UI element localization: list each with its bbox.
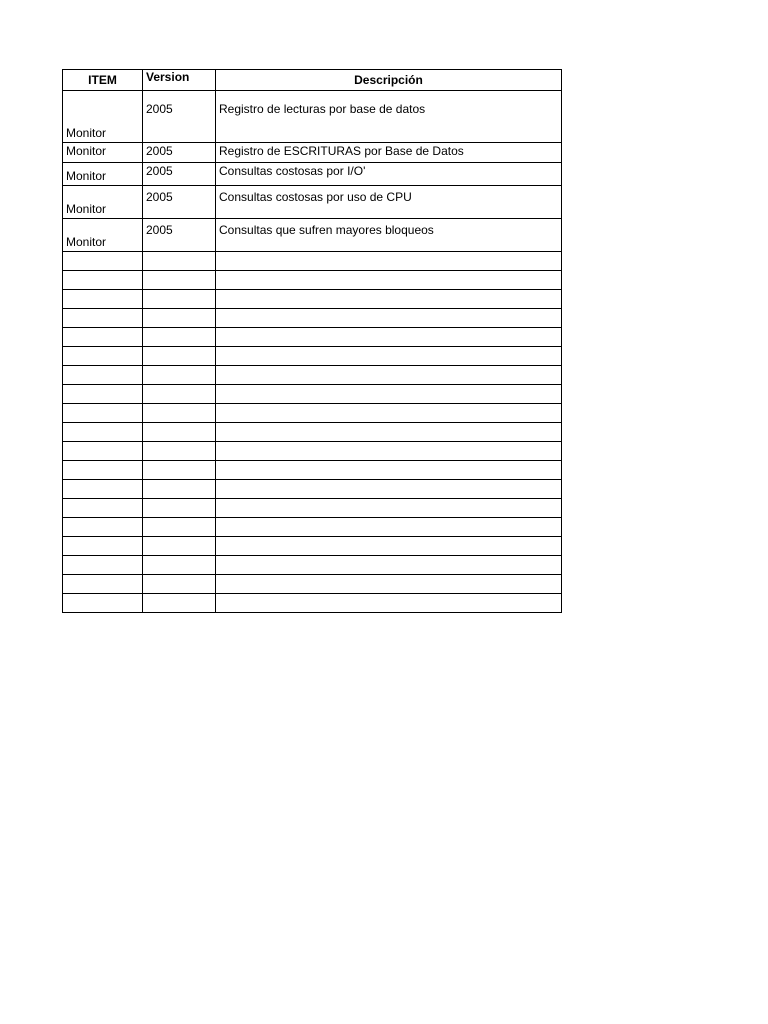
cell-item [63,442,143,461]
cell-version [143,271,216,290]
table-row [63,163,562,186]
empty-row [63,575,562,594]
cell-item [63,594,143,613]
header-version: Version [143,70,216,91]
cell-description [216,290,562,309]
cell-description [216,556,562,575]
cell-description [216,480,562,499]
cell-version: 2005 [143,91,216,143]
cell-item [63,575,143,594]
cell-description: Consultas costosas por I/O' [216,163,562,186]
empty-row [63,385,562,404]
table-row [63,219,562,252]
cell-item [63,271,143,290]
empty-row [63,309,562,328]
cell-version: 2005 [143,219,216,252]
empty-row [63,518,562,537]
header-row [63,70,562,91]
cell-item [63,423,143,442]
cell-version [143,461,216,480]
cell-version [143,328,216,347]
cell-version [143,347,216,366]
cell-item [63,537,143,556]
cell-description [216,252,562,271]
cell-item [63,499,143,518]
cell-description [216,575,562,594]
cell-item [63,404,143,423]
empty-row [63,404,562,423]
cell-version [143,309,216,328]
cell-description: Registro de lecturas por base de datos [216,91,562,143]
cell-description [216,366,562,385]
cell-version [143,252,216,271]
cell-description [216,385,562,404]
cell-item [63,328,143,347]
empty-row [63,461,562,480]
empty-row [63,347,562,366]
empty-row [63,537,562,556]
cell-description [216,404,562,423]
data-table [62,69,562,613]
header-description: Descripción [216,70,562,91]
cell-version [143,499,216,518]
cell-description [216,271,562,290]
empty-row [63,252,562,271]
empty-row [63,442,562,461]
empty-row [63,423,562,442]
cell-description [216,328,562,347]
cell-version [143,290,216,309]
cell-description [216,518,562,537]
cell-description [216,594,562,613]
cell-version: 2005 [143,186,216,219]
cell-description [216,537,562,556]
cell-description: Consultas que sufren mayores bloqueos [216,219,562,252]
cell-item [63,518,143,537]
cell-item [63,290,143,309]
cell-version [143,366,216,385]
empty-row [63,594,562,613]
cell-description: Consultas costosas por uso de CPU [216,186,562,219]
cell-version [143,423,216,442]
empty-row [63,328,562,347]
cell-item: Monitor [63,186,143,219]
cell-description: Registro de ESCRITURAS por Base de Datos [216,143,562,163]
cell-item [63,366,143,385]
cell-version [143,480,216,499]
cell-description [216,442,562,461]
cell-version [143,594,216,613]
cell-description [216,499,562,518]
table-row [63,91,562,143]
cell-item [63,309,143,328]
cell-item: Monitor [63,91,143,143]
table-row [63,143,562,163]
header-item: ITEM [63,70,143,91]
cell-item [63,556,143,575]
cell-version [143,385,216,404]
cell-version [143,404,216,423]
cell-item [63,480,143,499]
empty-row [63,556,562,575]
cell-version [143,556,216,575]
empty-row [63,480,562,499]
cell-description [216,347,562,366]
cell-item [63,461,143,480]
cell-version [143,442,216,461]
cell-item [63,347,143,366]
empty-row [63,366,562,385]
cell-version [143,518,216,537]
cell-version: 2005 [143,163,216,186]
empty-row [63,271,562,290]
cell-item [63,385,143,404]
cell-item: Monitor [63,163,143,186]
cell-item: Monitor [63,219,143,252]
cell-version: 2005 [143,143,216,163]
table-row [63,186,562,219]
empty-row [63,290,562,309]
cell-item: Monitor [63,143,143,163]
cell-description [216,461,562,480]
cell-version [143,537,216,556]
cell-description [216,423,562,442]
cell-version [143,575,216,594]
cell-item [63,252,143,271]
cell-description [216,309,562,328]
empty-row [63,499,562,518]
